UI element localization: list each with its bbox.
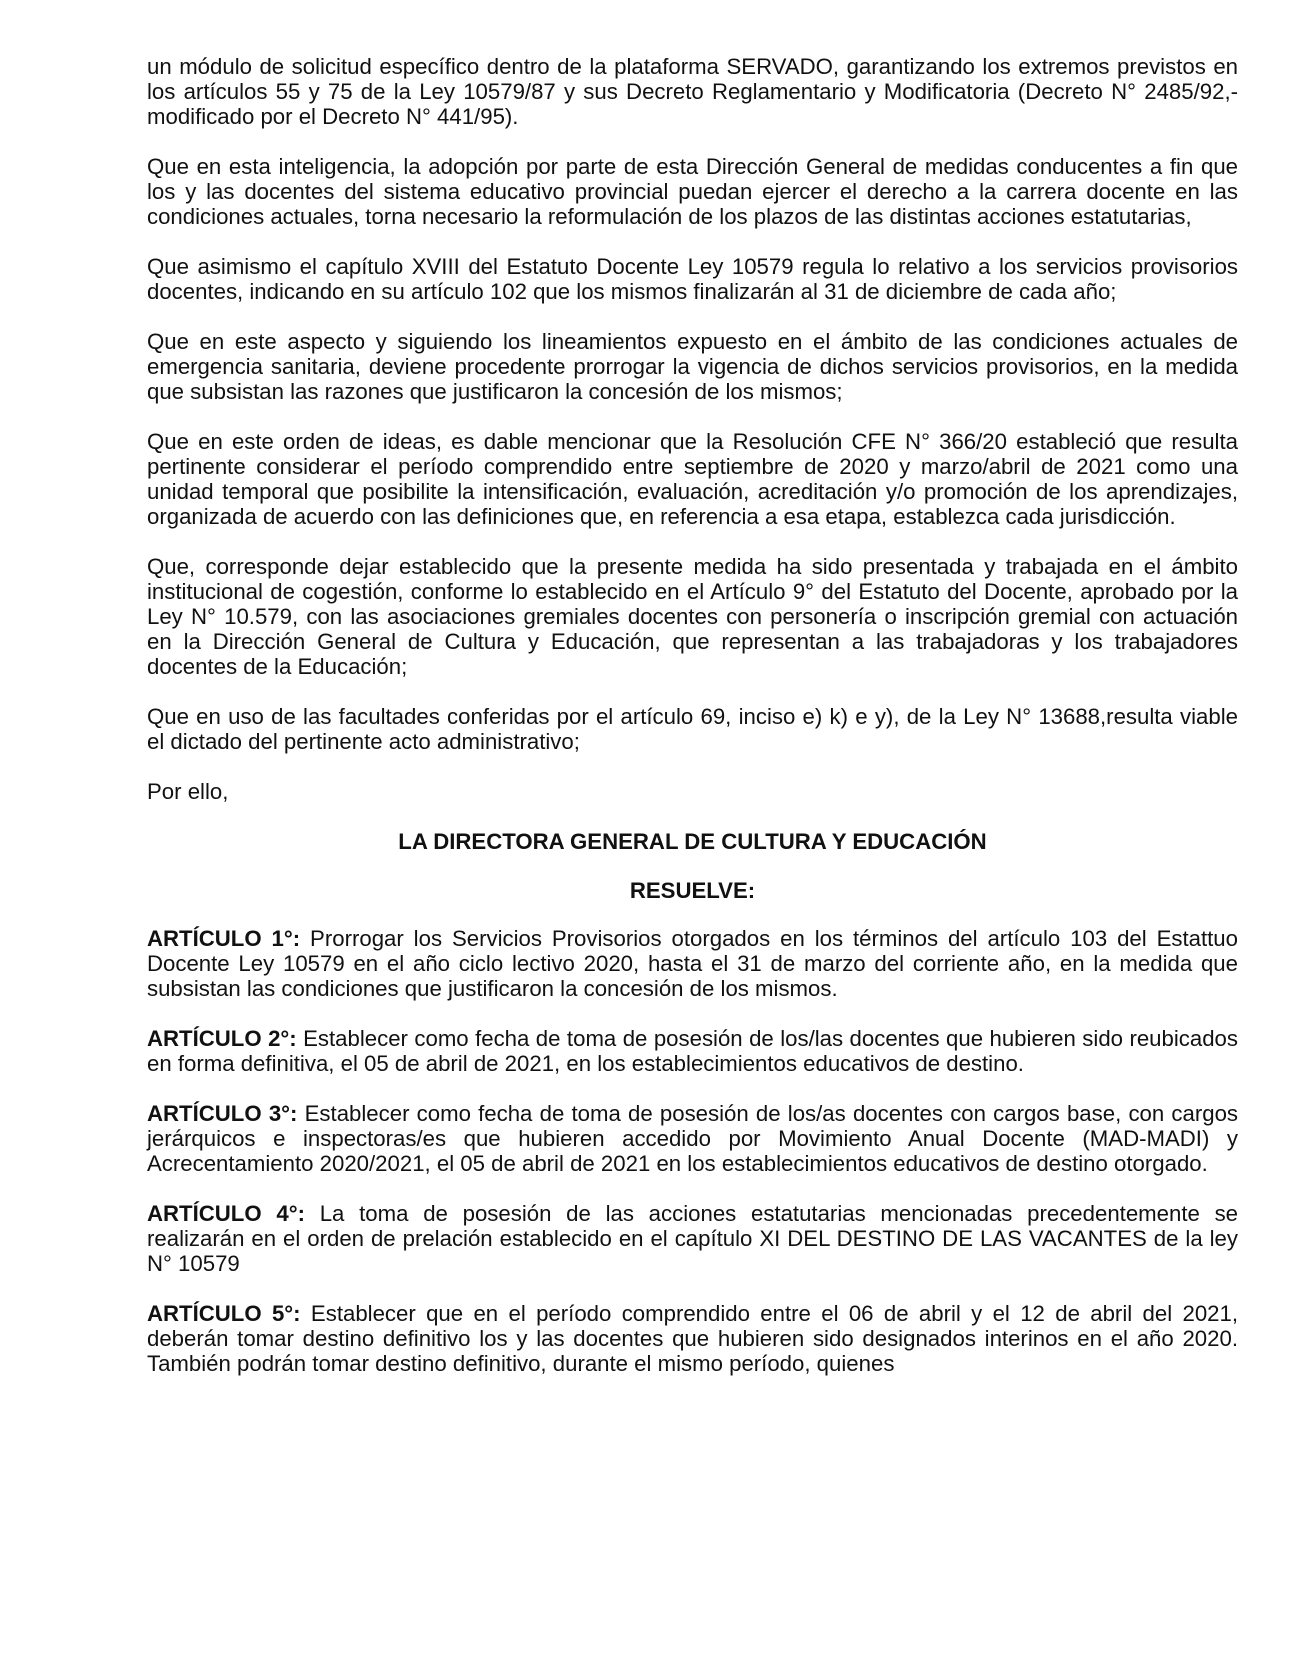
article-5 <box>147 1301 1238 1376</box>
paragraph-3: Que asimismo el capítulo XVIII del Estatuto Docente Ley 10579 regula lo relativo a los servicios provisorios docentes, indicando en su artículo 102 que los mismos finalizarán al 31 de diciembre de cada año; <box>147 254 1238 304</box>
paragraph-6: Que, corresponde dejar establecido que la presente medida ha sido presentada y trabajada en el ámbito institucional de cogestión, conforme lo establecido en el Artículo 9° del Estatuto del Docente, aprobado por la Ley N° 10.579, con las asociaciones gremiales docentes con personería o inscripción gremial con actuación en la Dirección General de Cultura y Educación, que representan a las trabajadoras y los trabajadores docentes de la Educación; <box>147 554 1238 679</box>
article-4 <box>147 1201 1238 1276</box>
paragraph-1: un módulo de solicitud específico dentro de la plataforma SERVADO, garantizando los extremos previstos en los artículos 55 y 75 de la Ley 10579/87 y sus Decreto Reglamentario y Modificatoria (Decreto N° 2485/92,- modificado por el Decreto N° 441/95). <box>147 54 1238 129</box>
paragraph-7: Que en uso de las facultades conferidas por el artículo 69, inciso e) k) e y), de la Ley N° 13688,resulta viable el dictado del pertinente acto administrativo; <box>147 704 1238 754</box>
article-5-label: ARTÍCULO 5°: <box>147 1301 301 1326</box>
article-4-text: La toma de posesión de las acciones estatutarias mencionadas precedentemente se realizarán en el orden de prelación establecido en el capítulo XI DEL DESTINO DE LAS VACANTES de la ley N° 10579 <box>147 1201 1239 1276</box>
article-1-text: Prorrogar los Servicios Provisorios otorgados en los términos del artículo 103 del Estattuo Docente Ley 10579 en el año ciclo lectivo 2020, hasta el 31 de marzo del corriente año, en la medida que subsistan las condiciones que justificaron la concesión de los mismos. <box>147 926 1238 1001</box>
paragraph-2: Que en esta inteligencia, la adopción por parte de esta Dirección General de medidas conducentes a fin que los y las docentes del sistema educativo provincial puedan ejercer el derecho a la carrera docente en las condiciones actuales, torna necesario la reformulación de los plazos de las distintas acciones estatutarias, <box>147 154 1238 229</box>
article-5-text: Establecer que en el período comprendido entre el 06 de abril y el 12 de abril del 2021, deberán tomar destino definitivo los y las docentes que hubieren sido designados interinos en el año 2020. También podrán tomar destino definitivo, durante el mismo período, quienes <box>147 1301 1239 1376</box>
article-2-label: ARTÍCULO 2°: <box>147 1026 297 1051</box>
resolution-authority-heading: LA DIRECTORA GENERAL DE CULTURA Y EDUCACIÓN <box>398 829 987 854</box>
paragraph-por-ello: Por ello, <box>147 779 229 804</box>
article-1-label: ARTÍCULO 1°: <box>147 926 301 951</box>
article-3-text: Establecer como fecha de toma de posesión de los/as docentes con cargos base, con cargos jerárquicos e inspectoras/es que hubieren accedido por Movimiento Anual Docente (MAD-MADI) y Acrecentamiento 2020/2021, el 05 de abril de 2021 en los establecimientos educativos de destino otorgado. <box>147 1101 1239 1176</box>
article-2-text: Establecer como fecha de toma de posesión de los/las docentes que hubieren sido reubicados en forma definitiva, el 05 de abril de 2021, en los establecimientos educativos de destino. <box>147 1026 1238 1076</box>
article-1 <box>147 926 1238 1001</box>
article-3 <box>147 1101 1238 1176</box>
paragraph-4: Que en este aspecto y siguiendo los lineamientos expuesto en el ámbito de las condiciones actuales de emergencia sanitaria, deviene procedente prorrogar la vigencia de dichos servicios provisorios, en la medida que subsistan las razones que justificaron la concesión de los mismos; <box>147 329 1238 404</box>
article-3-label: ARTÍCULO 3°: <box>147 1101 298 1126</box>
paragraph-5: Que en este orden de ideas, es dable mencionar que la Resolución CFE N° 366/20 estableció que resulta pertinente considerar el período comprendido entre septiembre de 2020 y marzo/abril de 2021 como una unidad temporal que posibilite la intensificación, evaluación, acreditación y/o promoción de los aprendizajes, organizada de acuerdo con las definiciones que, en referencia a esa etapa, establezca cada jurisdicción. <box>147 429 1238 529</box>
article-2 <box>147 1026 1238 1076</box>
article-4-label: ARTÍCULO 4°: <box>147 1201 305 1226</box>
resuelve-heading: RESUELVE: <box>629 878 756 903</box>
